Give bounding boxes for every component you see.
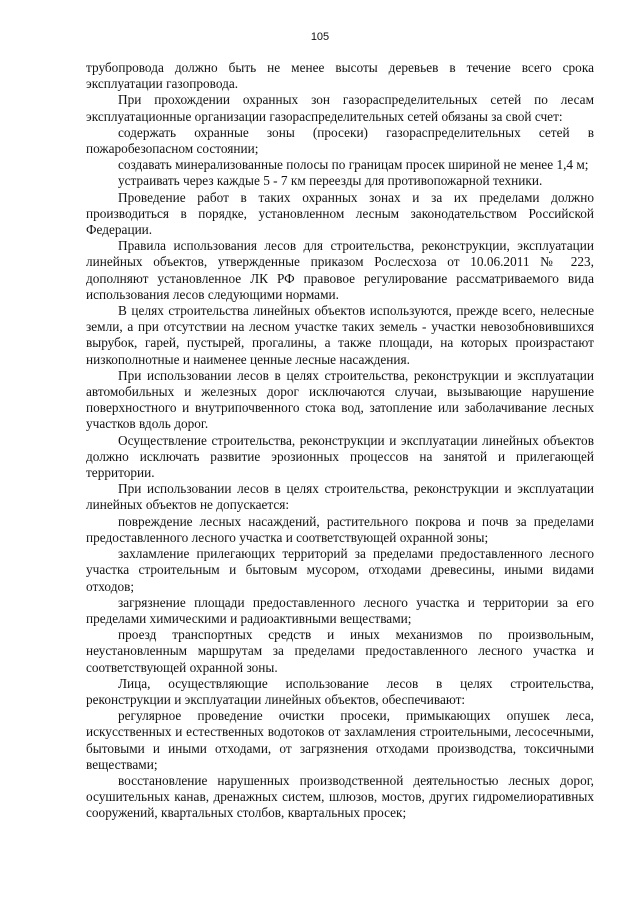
paragraph: При использовании лесов в целях строительства, реконструкции и эксплуатации линейных объектов не допускается:	[86, 481, 594, 513]
paragraph: регулярное проведение очистки просеки, примыкающих опушек леса, искусственных и естественных водотоков от захламления строительными, лесосечными, бытовыми и иными отходами, от загрязнения отходами производства, токсичными веществами;	[86, 708, 594, 772]
paragraph: Осуществление строительства, реконструкции и эксплуатации линейных объектов должно исключать развитие эрозионных процессов на занятой и прилегающей территории.	[86, 432, 594, 481]
page-number: 105	[310, 31, 330, 43]
paragraph: захламление прилегающих территорий за пределами предоставленного лесного участка строительным и бытовым мусором, отходами древесины, иными видами отходов;	[86, 546, 594, 594]
paragraph: загрязнение площади предоставленного лесного участка и территории за его пределами химическими и радиоактивными веществами;	[86, 594, 594, 626]
paragraph: В целях строительства линейных объектов используются, прежде всего, нелесные земли, а при отсутствии на лесном участке таких земель - участки невозобновившихся вырубок, гарей, пустырей, прогалины, а также площади, на которых произрастают низкополнотные и наименее ценные лесные насаждения.	[86, 303, 594, 367]
paragraph: При прохождении охранных зон газораспределительных сетей по лесам эксплуатационные организации газораспределительных сетей обязаны за свой счет:	[86, 92, 594, 124]
paragraph: При использовании лесов в целях строительства, реконструкции и эксплуатации автомобильных и железных дорог исключаются случаи, вызывающие нарушение поверхностного и внутрипочвенного стока вод, затопление или заболачивание лесных участков вдоль дорог.	[86, 367, 594, 432]
paragraph: Лица, осуществляющие использование лесов в целях строительства, реконструкции и эксплуатации линейных объектов, обеспечивают:	[86, 675, 594, 707]
paragraph: восстановление нарушенных производственной деятельностью лесных дорог, осушительных канав, дренажных систем, шлюзов, мостов, других гидромелиоративных сооружений, квартальных столбов, квартальных просек;	[86, 772, 594, 821]
paragraph: повреждение лесных насаждений, растительного покрова и почв за пределами предоставленного лесного участка и соответствующей охранной зоны;	[86, 513, 594, 545]
paragraph: проезд транспортных средств и иных механизмов по произвольным, неустановленным маршрутам за пределами предоставленного лесного участка и соответствующей охранной зоны.	[86, 627, 594, 675]
paragraph: трубопровода должно быть не менее высоты деревьев в течение всего срока эксплуатации газопровода.	[86, 60, 594, 92]
paragraph: содержать охранные зоны (просеки) газораспределительных сетей в пожаробезопасном состоянии;	[86, 124, 594, 157]
paragraph: Проведение работ в таких охранных зонах и за их пределами должно производиться в порядке, установленном лесным законодательством Российской Федерации.	[86, 189, 594, 238]
document-body	[86, 60, 594, 822]
paragraph: устраивать через каждые 5 - 7 км переезды для противопожарной техники.	[118, 173, 543, 189]
paragraph: Правила использования лесов для строительства, реконструкции, эксплуатации линейных объектов, утвержденные приказом Рослесхоза от 10.06.2011 № 223, дополняют установленное ЛК РФ правовое регулирование рассматриваемого вида использования лесов следующими нормами.	[86, 238, 594, 302]
paragraph: создавать минерализованные полосы по границам просек шириной не менее 1,4 м;	[118, 157, 589, 173]
